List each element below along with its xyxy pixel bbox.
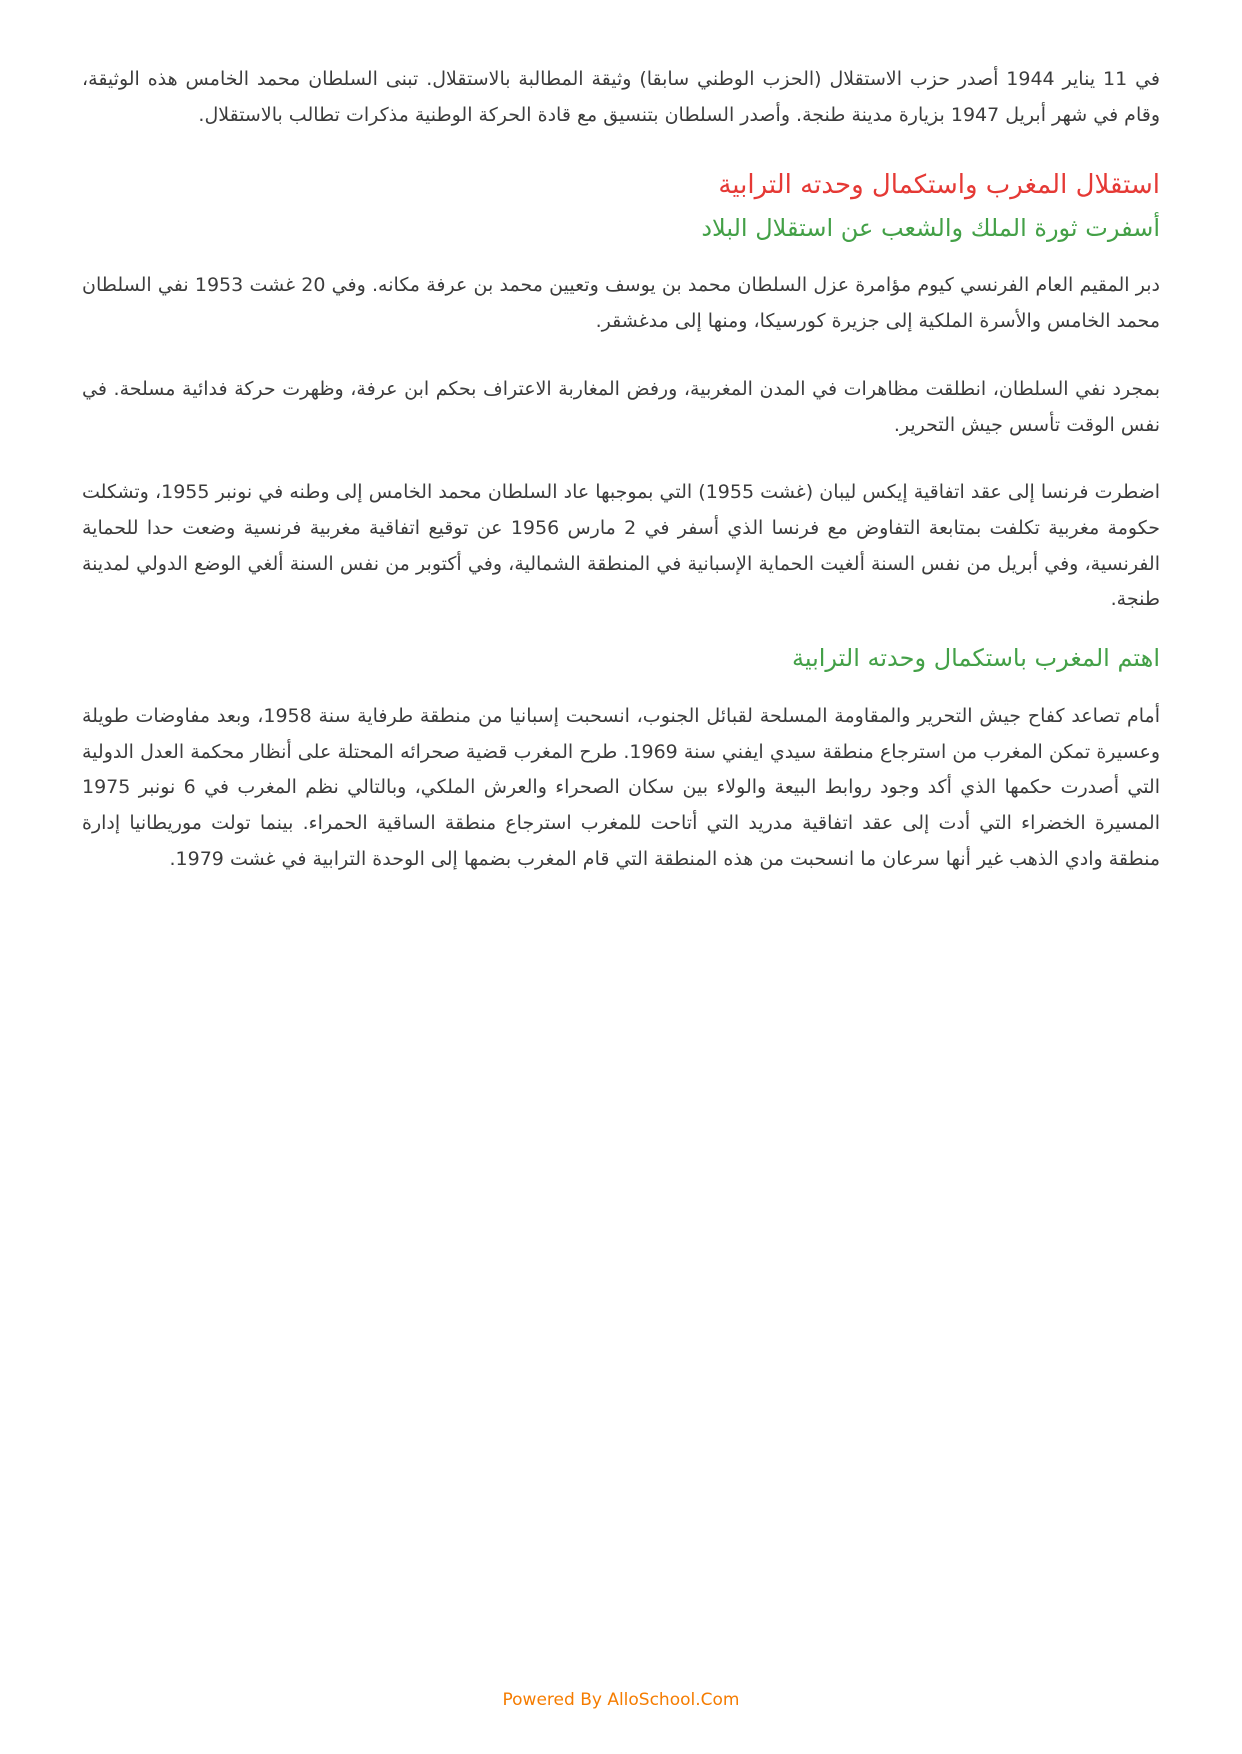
- document-body: [82, 62, 1160, 910]
- section1-paragraph-1: دبر المقيم العام الفرنسي كيوم مؤامرة عزل السلطان محمد بن يوسف وتعيين محمد بن عرفة مكانه. وفي 20 غشت 1953 نفي السلطان محمد الخامس والأسرة الملكية إلى جزيرة كورسيكا، ومنها إلى مدغشقر.: [82, 274, 1161, 333]
- section1-paragraph-3: اضطرت فرنسا إلى عقد اتفاقية إيكس ليبان (غشت 1955) التي بموجبها عاد السلطان محمد الخامس إلى وطنه في نونبر 1955، وتشكلت حكومة مغربية تكلفت بمتابعة التفاوض مع فرنسا الذي أسفر في 2 مارس 1956 عن توقيع اتفاقية مغربية فرنسية وضعت حدا للحماية الفرنسية، وفي أبريل من نفس السنة ألغيت الحماية الإسبانية في المنطقة الشمالية، وفي أكتوبر من نفس السنة ألغي الوضع الدولي لمدينة طنجة.: [82, 481, 1160, 611]
- intro-paragraph: في 11 يناير 1944 أصدر حزب الاستقلال (الحزب الوطني سابقا) وثيقة المطالبة بالاستقلال. تبنى السلطان محمد الخامس هذه الوثيقة، وقام في شهر أبريل 1947 بزيارة مدينة طنجة. وأصدر السلطان بتنسيق مع قادة الحركة الوطنية مذكرات تطالب بالاستقلال.: [82, 68, 1160, 126]
- main-heading: استقلال المغرب واستكمال وحدته الترابية: [718, 170, 1160, 201]
- footer-powered-by[interactable]: Powered By AlloSchool.Com: [502, 1690, 740, 1710]
- section2-heading: اهتم المغرب باستكمال وحدته الترابية: [791, 644, 1160, 673]
- section2-paragraph-1: أمام تصاعد كفاح جيش التحرير والمقاومة المسلحة لقبائل الجنوب، انسحبت إسبانيا من منطقة طرفاية سنة 1958، وبعد مفاوضات طويلة وعسيرة تمكن المغرب من استرجاع منطقة سيدي ايفني سنة 1969. طرح المغرب قضية صحرائه المحتلة على أنظار محكمة العدل الدولية التي أصدرت حكمها الذي أكد وجود روابط البيعة والولاء بين سكان الصحراء والعرش الملكي، وبالتالي نظم المغرب في 6 نونبر 1975 المسيرة الخضراء التي أدت إلى عقد اتفاقية مدريد التي أتاحت للمغرب استرجاع منطقة الساقية الحمراء. بينما تولت موريطانيا إدارة منطقة وادي الذهب غير أنها سرعان ما انسحبت من هذه المنطقة التي قام المغرب بضمها إلى الوحدة الترابية في غشت 1979.: [82, 704, 1160, 870]
- section1-paragraph-2: بمجرد نفي السلطان، انطلقت مظاهرات في المدن المغربية، ورفض المغاربة الاعتراف بحكم ابن عرفة، وظهرت حركة فدائية مسلحة. في نفس الوقت تأسس جيش التحرير.: [82, 377, 1160, 436]
- section1-heading: أسفرت ثورة الملك والشعب عن استقلال البلاد: [701, 213, 1160, 242]
